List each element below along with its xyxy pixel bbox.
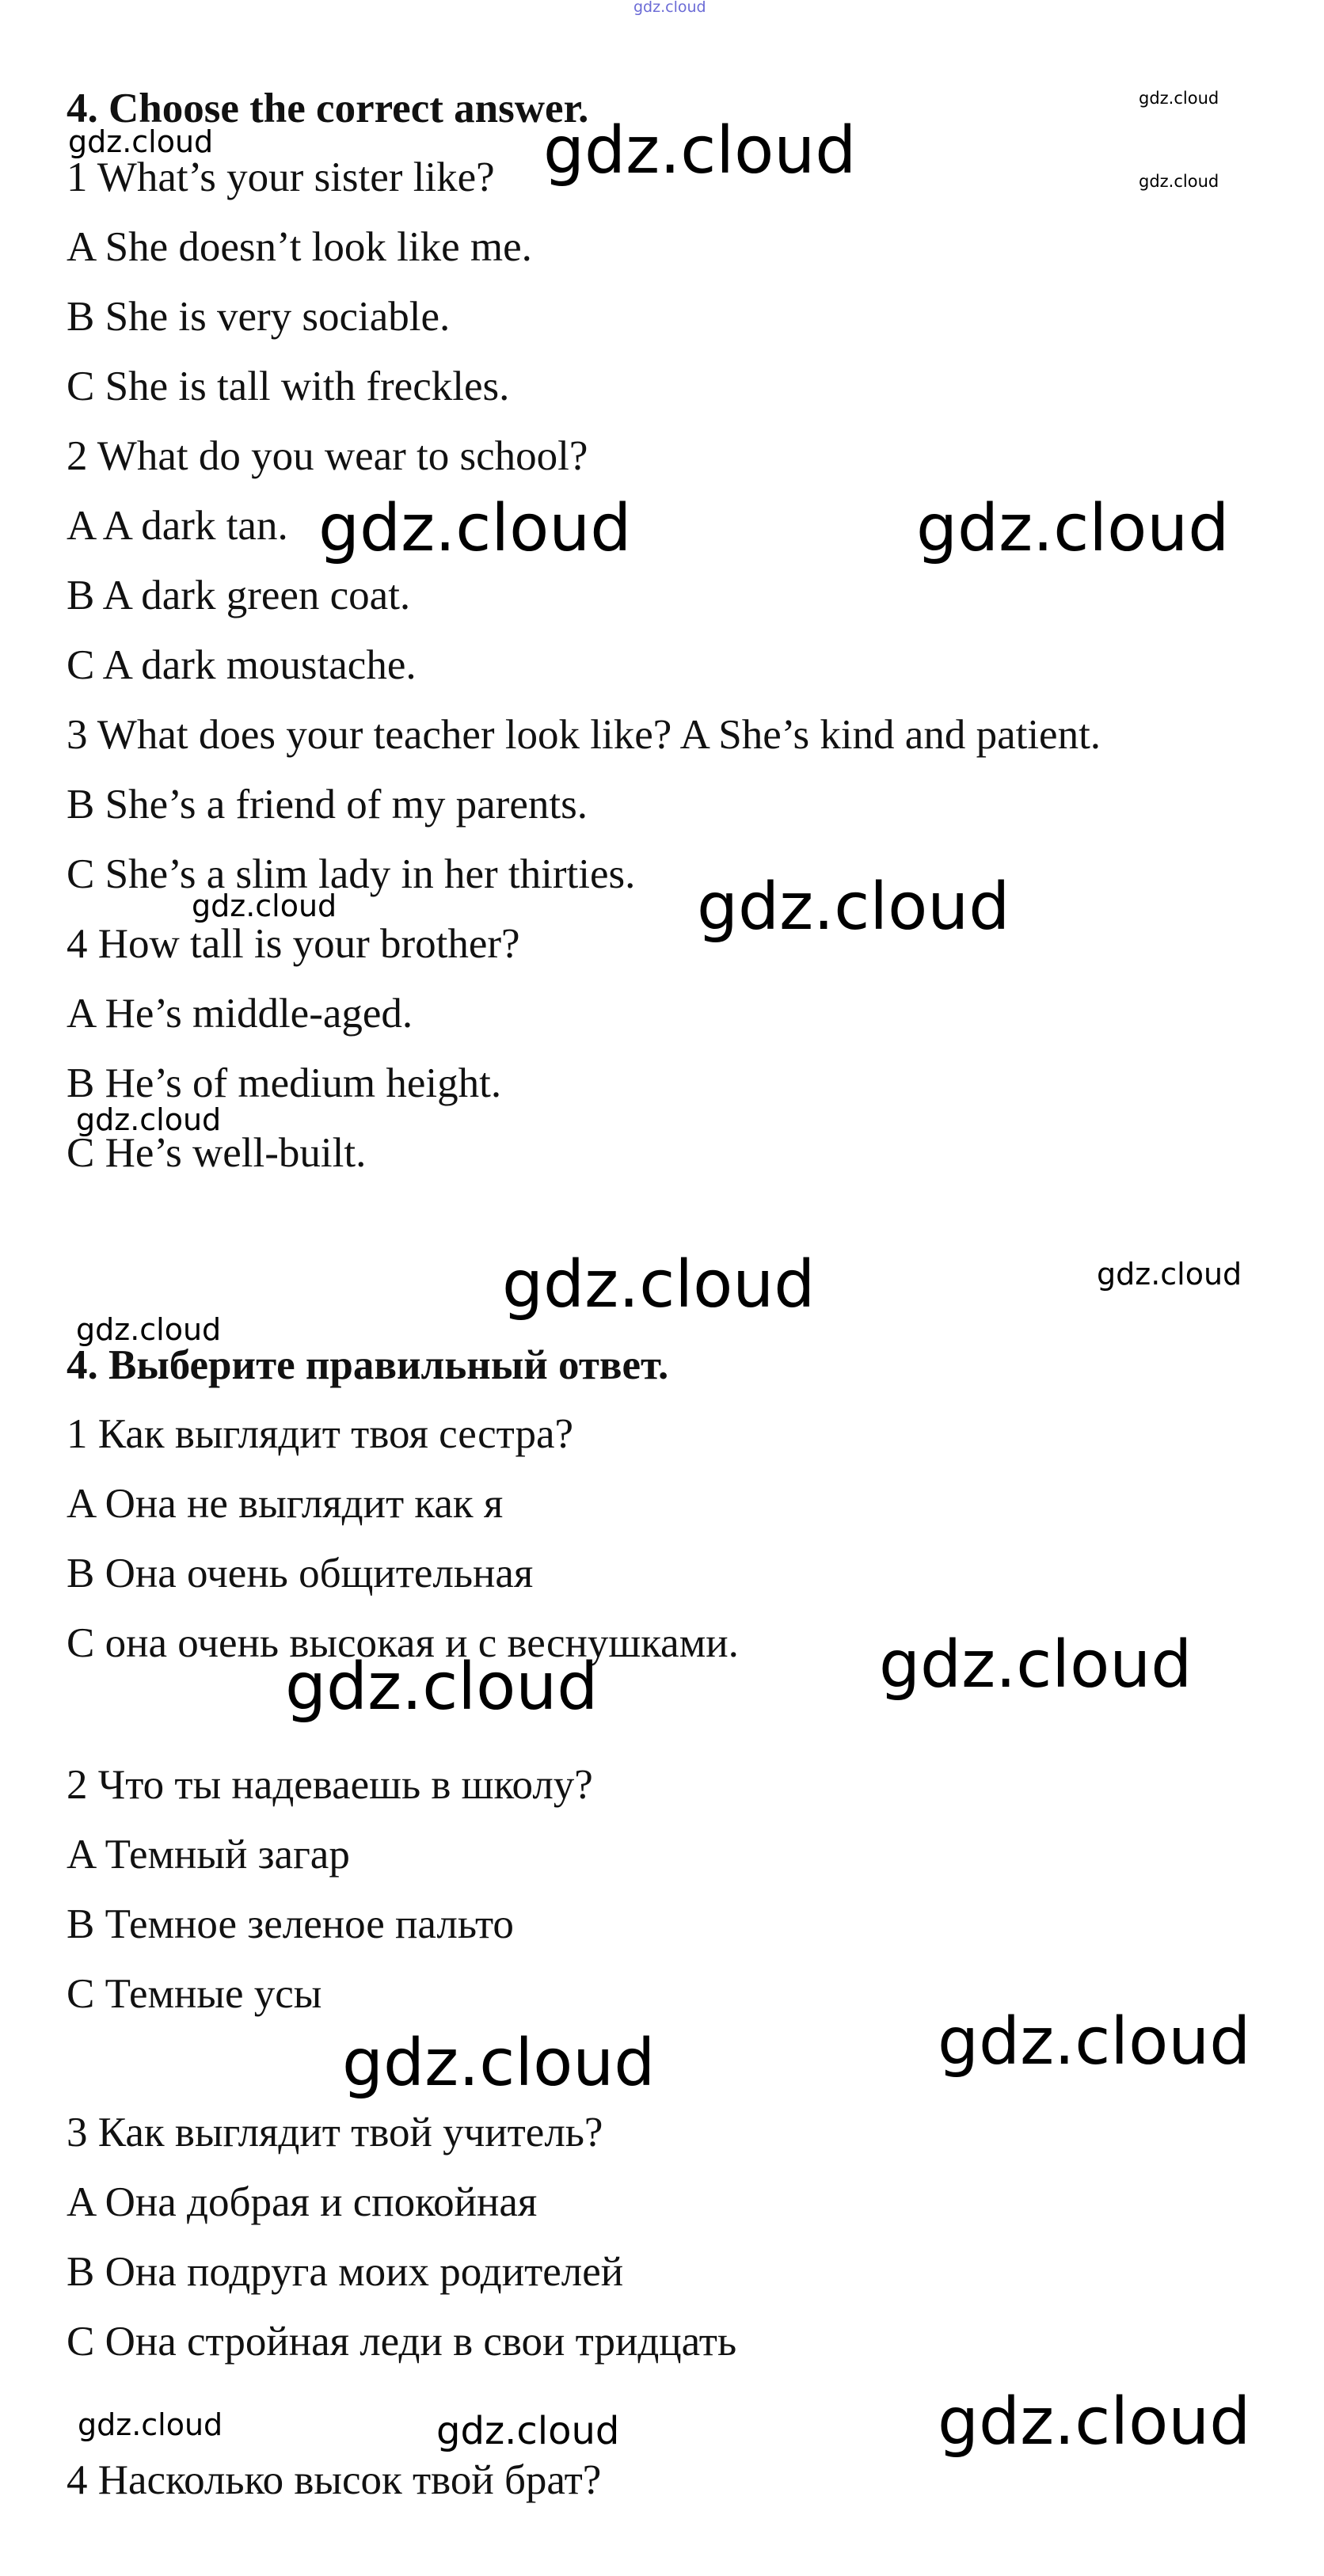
- question-2: 2 What do you wear to school?: [67, 433, 588, 479]
- watermark-text: gdz.cloud: [938, 2004, 1251, 2079]
- answer-2c-ru: C Темные усы: [67, 1971, 322, 2017]
- watermark-text: gdz.cloud: [916, 491, 1230, 566]
- answer-4b: B He’s of medium height.: [67, 1060, 502, 1106]
- question-1-ru: 1 Как выглядит твоя сестра?: [67, 1411, 574, 1457]
- watermark-text: gdz.cloud: [76, 1312, 222, 1347]
- question-4: 4 How tall is your brother?: [67, 921, 520, 967]
- question-4-ru: 4 Насколько высок твой брат?: [67, 2457, 602, 2503]
- watermark-text: gdz.cloud: [1139, 89, 1219, 108]
- answer-2a-ru: A Темный загар: [67, 1832, 350, 1878]
- answer-2c: C A dark moustache.: [67, 642, 417, 688]
- watermark-text: gdz.cloud: [938, 2384, 1251, 2460]
- watermark-text: gdz.cloud: [78, 2407, 223, 2442]
- watermark-text: gdz.cloud: [318, 491, 632, 566]
- question-3: 3 What does your teacher look like? A She’s kind and patient.: [67, 712, 1101, 758]
- answer-1c: C She is tall with freckles.: [67, 363, 510, 409]
- watermark-text: gdz.cloud: [502, 1247, 816, 1322]
- watermark-text: gdz.cloud: [879, 1627, 1193, 1703]
- answer-3a-ru: A Она добрая и спокойная: [67, 2179, 538, 2225]
- question-2-ru: 2 Что ты надеваешь в школу?: [67, 1762, 593, 1808]
- watermark-text: gdz.cloud: [697, 869, 1010, 945]
- answer-3b-ru: B Она подруга моих родителей: [67, 2249, 624, 2295]
- answer-1a-ru: A Она не выглядит как я: [67, 1481, 504, 1527]
- answer-1a: A She doesn’t look like me.: [67, 224, 532, 270]
- watermark-text: gdz.cloud: [1139, 172, 1219, 191]
- russian-heading: 4. Выберите правильный ответ.: [67, 1342, 669, 1388]
- watermark-text: gdz.cloud: [342, 2026, 656, 2101]
- answer-3c: C She’s a slim lady in her thirties.: [67, 851, 636, 897]
- watermark-text: gdz.cloud: [436, 2409, 620, 2453]
- watermark-text: gdz.cloud: [1097, 1257, 1242, 1292]
- question-3-ru: 3 Как выглядит твой учитель?: [67, 2110, 603, 2156]
- answer-2a: A A dark tan.: [67, 503, 288, 549]
- question-1: 1 What’s your sister like?: [67, 154, 495, 200]
- answer-2b: B A dark green coat.: [67, 573, 411, 618]
- answer-1b-ru: B Она очень общительная: [67, 1551, 534, 1596]
- answer-1b: B She is very sociable.: [67, 294, 451, 340]
- answer-3b: B She’s a friend of my parents.: [67, 782, 588, 828]
- answer-4c: C He’s well-built.: [67, 1130, 367, 1176]
- watermark-text: gdz.cloud: [543, 113, 857, 188]
- watermark-text: gdz.cloud: [633, 0, 706, 16]
- watermark-text: gdz.cloud: [285, 1649, 599, 1725]
- answer-4a: A He’s middle-aged.: [67, 991, 413, 1037]
- english-heading: 4. Choose the correct answer.: [67, 86, 589, 131]
- watermark-text: gdz.cloud: [68, 124, 214, 159]
- watermark-text: gdz.cloud: [192, 888, 337, 923]
- watermark-text: gdz.cloud: [76, 1102, 222, 1137]
- answer-3c-ru: C Она стройная леди в свои тридцать: [67, 2319, 737, 2365]
- answer-1c-ru: C она очень высокая и с веснушками.: [67, 1620, 739, 1666]
- answer-2b-ru: B Темное зеленое пальто: [67, 1901, 514, 1947]
